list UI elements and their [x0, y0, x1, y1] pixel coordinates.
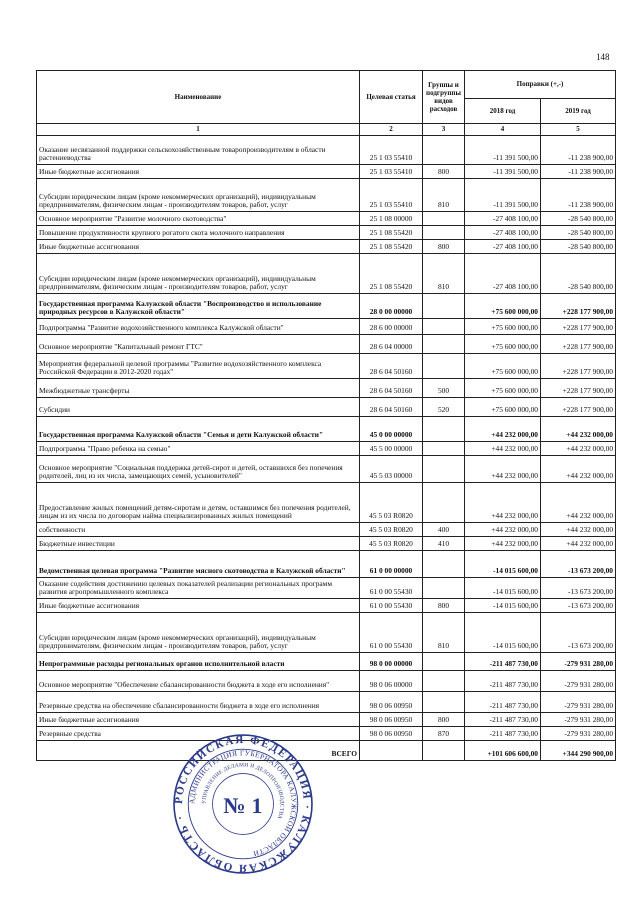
table-row: [37, 671, 616, 692]
table-row: [37, 179, 616, 212]
row-amount-2019: +44 232 000,00: [541, 456, 616, 483]
row-amount-2019: -13 673 200,00: [541, 613, 616, 653]
row-code: 98 0 06 00000: [360, 671, 423, 692]
table-row: [37, 537, 616, 551]
header-group: Группы и подгруппы видов расходов: [423, 71, 465, 124]
row-amount-2018: -211 487 730,00: [465, 713, 541, 727]
row-group: 810: [423, 179, 465, 212]
row-code: 61 0 00 00000: [360, 551, 423, 578]
row-group: [423, 226, 465, 240]
row-amount-2018: -14 015 600,00: [465, 613, 541, 653]
row-code: 25 1 03 55410: [360, 165, 423, 179]
table-row: [37, 523, 616, 537]
row-name: собственности: [37, 523, 360, 537]
row-code: 25 1 03 55410: [360, 136, 423, 165]
row-name: Субсидии юридическим лицам (кроме некоммерческих организаций), индивидуальным предпринимателям, физическим лицам - производителям товаров, работ, услуг: [37, 179, 360, 212]
row-amount-2018: -27 408 100,00: [465, 212, 541, 226]
row-amount-2018: +44 232 000,00: [465, 417, 541, 442]
row-code: 28 6 04 50160: [360, 379, 423, 398]
row-amount-2019: +228 177 900,00: [541, 294, 616, 319]
row-group: 400: [423, 523, 465, 537]
row-code: 98 0 00 00000: [360, 653, 423, 671]
row-name: Подпрограмма "Развитие водохозяйственного комплекса Калужской области": [37, 319, 360, 335]
header-amendments: Поправки (+,-): [465, 71, 616, 99]
header-year-2018: 2018 год: [465, 98, 541, 123]
row-group: [423, 551, 465, 578]
header-name: Наименование: [37, 71, 360, 124]
row-group: 810: [423, 613, 465, 653]
row-amount-2019: +44 232 000,00: [541, 537, 616, 551]
row-name: Оказание несвязанной поддержки сельскохозяйственным товаропроизводителям в области растениеводства: [37, 136, 360, 165]
row-group: 800: [423, 240, 465, 254]
total-2018: +101 606 600,00: [465, 741, 541, 761]
row-code: 25 1 08 55420: [360, 240, 423, 254]
row-amount-2018: -14 015 600,00: [465, 578, 541, 599]
row-amount-2019: +44 232 000,00: [541, 417, 616, 442]
row-group: [423, 692, 465, 713]
row-amount-2019: +228 177 900,00: [541, 354, 616, 379]
row-amount-2018: -14 015 600,00: [465, 599, 541, 613]
row-name: Предоставление жилых помещений детям-сиротам и детям, оставшимся без попечения родителей, лицам из их числа по договорам найма специализированных жилых помещений: [37, 483, 360, 523]
row-group: [423, 442, 465, 456]
row-group: 800: [423, 165, 465, 179]
table-row: [37, 483, 616, 523]
row-code: 25 1 08 55420: [360, 226, 423, 240]
row-code: 28 6 04 50160: [360, 354, 423, 379]
row-amount-2019: +44 232 000,00: [541, 442, 616, 456]
row-amount-2018: +44 232 000,00: [465, 523, 541, 537]
row-code: 28 6 00 00000: [360, 319, 423, 335]
row-amount-2018: +75 600 000,00: [465, 294, 541, 319]
row-group: [423, 335, 465, 354]
table-row: [37, 417, 616, 442]
row-name: Основное мероприятие "Развитие молочного скотоводства": [37, 212, 360, 226]
row-code: 45 5 00 00000: [360, 442, 423, 456]
row-code: 61 0 00 55430: [360, 599, 423, 613]
row-group: [423, 212, 465, 226]
row-amount-2019: -279 931 280,00: [541, 671, 616, 692]
page-number: 148: [596, 52, 610, 62]
row-amount-2018: -211 487 730,00: [465, 671, 541, 692]
row-name: Межбюджетные трансферты: [37, 379, 360, 398]
row-group: [423, 456, 465, 483]
table-row: [37, 551, 616, 578]
table-row: [37, 379, 616, 398]
row-amount-2019: -11 238 900,00: [541, 136, 616, 165]
row-name: Основное мероприятие "Обеспечение сбалансированности бюджета в ходе его исполнения": [37, 671, 360, 692]
row-amount-2019: -279 931 280,00: [541, 727, 616, 741]
row-amount-2018: +44 232 000,00: [465, 483, 541, 523]
row-amount-2018: +44 232 000,00: [465, 456, 541, 483]
row-group: [423, 136, 465, 165]
row-name: Субсидии юридическим лицам (кроме некоммерческих организаций), индивидуальным предпринимателям, физическим лицам - производителям товаров, работ, услуг: [37, 254, 360, 294]
row-group: 520: [423, 398, 465, 417]
table-row: [37, 254, 616, 294]
row-amount-2019: -13 673 200,00: [541, 578, 616, 599]
row-code: 98 0 06 00950: [360, 713, 423, 727]
table-row: [37, 398, 616, 417]
total-code-cell: [360, 741, 423, 761]
row-name: Повышение продуктивности крупного рогатого скота молочного направления: [37, 226, 360, 240]
table-row: [37, 226, 616, 240]
seal-number: № 1: [223, 793, 263, 819]
row-group: 410: [423, 537, 465, 551]
row-code: 45 0 00 00000: [360, 417, 423, 442]
row-amount-2018: -211 487 730,00: [465, 653, 541, 671]
table-row: [37, 354, 616, 379]
row-group: [423, 483, 465, 523]
row-code: 45 5 03 R0820: [360, 537, 423, 551]
row-amount-2018: -14 015 600,00: [465, 551, 541, 578]
row-amount-2018: +75 600 000,00: [465, 335, 541, 354]
row-amount-2018: -27 408 100,00: [465, 254, 541, 294]
table-row: [37, 653, 616, 671]
row-name: Подпрограмма "Право ребенка на семью": [37, 442, 360, 456]
table-row: [37, 613, 616, 653]
row-amount-2018: +75 600 000,00: [465, 379, 541, 398]
row-name: Государственная программа Калужской области "Семья и дети Калужской области": [37, 417, 360, 442]
row-group: 800: [423, 599, 465, 613]
table-row: [37, 136, 616, 165]
column-number-row: [37, 124, 616, 136]
table-row: [37, 713, 616, 727]
row-group: 810: [423, 254, 465, 294]
table-row: [37, 335, 616, 354]
column-number: 4: [465, 124, 541, 136]
row-amount-2018: -27 408 100,00: [465, 226, 541, 240]
seal-outer-text: РОССИЙСКАЯ ФЕДЕРАЦИЯ · КАЛУЖСКАЯ ОБЛАСТЬ ·: [173, 733, 313, 874]
row-group: [423, 671, 465, 692]
row-group: [423, 319, 465, 335]
row-name: Непрограммные расходы региональных органов исполнительной власти: [37, 653, 360, 671]
row-code: 28 6 04 50160: [360, 398, 423, 417]
row-code: 25 1 08 00000: [360, 212, 423, 226]
row-amount-2019: -13 673 200,00: [541, 551, 616, 578]
row-group: 870: [423, 727, 465, 741]
row-name: Субсидии: [37, 398, 360, 417]
row-group: 500: [423, 379, 465, 398]
row-name: Ведомственная целевая программа "Развитие мясного скотоводства в Калужской области": [37, 551, 360, 578]
row-amount-2018: -11 391 500,00: [465, 165, 541, 179]
row-amount-2019: -28 540 800,00: [541, 212, 616, 226]
column-number: 3: [423, 124, 465, 136]
row-code: 61 0 00 55430: [360, 578, 423, 599]
row-amount-2019: -279 931 280,00: [541, 653, 616, 671]
row-amount-2019: +228 177 900,00: [541, 398, 616, 417]
row-amount-2018: +75 600 000,00: [465, 319, 541, 335]
row-amount-2018: +44 232 000,00: [465, 537, 541, 551]
seal-inner-text: УПРАВЛЕНИЕ ДЕЛАМИ И ДЕЛОПРОИЗВОДСТВА: [201, 762, 285, 820]
row-code: 45 5 03 R0820: [360, 523, 423, 537]
row-amount-2018: -11 391 500,00: [465, 179, 541, 212]
row-code: 28 0 00 00000: [360, 294, 423, 319]
row-amount-2018: -27 408 100,00: [465, 240, 541, 254]
row-name: Основное мероприятие "Капитальный ремонт ГТС": [37, 335, 360, 354]
table-row: [37, 442, 616, 456]
table-row: [37, 294, 616, 319]
column-number: 5: [541, 124, 616, 136]
row-name: Резервные средства: [37, 727, 360, 741]
row-code: 45 5 03 R0820: [360, 483, 423, 523]
row-code: 45 5 03 00000: [360, 456, 423, 483]
row-code: 98 0 06 00950: [360, 692, 423, 713]
table-row: [37, 319, 616, 335]
row-group: [423, 417, 465, 442]
row-amount-2019: -11 238 900,00: [541, 179, 616, 212]
row-group: [423, 578, 465, 599]
column-number: 1: [37, 124, 360, 136]
seal-middle-text: АДМИНИСТРАЦИЯ ГУБЕРНАТОРА КАЛУЖСКОЙ ОБЛАСТИ: [187, 748, 299, 859]
table-row: [37, 578, 616, 599]
row-amount-2018: -211 487 730,00: [465, 727, 541, 741]
table-row: [37, 727, 616, 741]
row-amount-2019: -28 540 800,00: [541, 226, 616, 240]
table-row: [37, 456, 616, 483]
total-2019: +344 290 900,00: [541, 741, 616, 761]
row-code: 61 0 00 55430: [360, 613, 423, 653]
row-amount-2019: +228 177 900,00: [541, 379, 616, 398]
total-row: [37, 741, 616, 761]
row-group: [423, 653, 465, 671]
row-amount-2019: -279 931 280,00: [541, 713, 616, 727]
header-code: Целевая статья: [360, 71, 423, 124]
row-amount-2018: +44 232 000,00: [465, 442, 541, 456]
row-amount-2018: +75 600 000,00: [465, 398, 541, 417]
row-group: 800: [423, 713, 465, 727]
table-row: [37, 692, 616, 713]
row-amount-2019: +228 177 900,00: [541, 319, 616, 335]
row-amount-2018: +75 600 000,00: [465, 354, 541, 379]
table-row: [37, 240, 616, 254]
total-group-cell: [423, 741, 465, 761]
row-name: Иные бюджетные ассигнования: [37, 713, 360, 727]
table-row: [37, 165, 616, 179]
row-name: Оказание содействия достижению целевых показателей реализации региональных программ развития агропромышленного комплекса: [37, 578, 360, 599]
row-name: Бюджетные инвестиции: [37, 537, 360, 551]
row-group: [423, 354, 465, 379]
row-name: Субсидии юридическим лицам (кроме некоммерческих организаций), индивидуальным предпринимателям, физическим лицам - производителям товаров, работ, услуг: [37, 613, 360, 653]
row-code: 25 1 03 55410: [360, 179, 423, 212]
row-amount-2019: -13 673 200,00: [541, 599, 616, 613]
row-name: Основное мероприятие "Социальная поддержка детей-сирот и детей, оставшихся без попечения родителей, лиц из их числа, замещающих семей, усыновителей": [37, 456, 360, 483]
row-group: [423, 294, 465, 319]
row-code: 25 1 08 55420: [360, 254, 423, 294]
row-amount-2018: -11 391 500,00: [465, 136, 541, 165]
row-amount-2018: -211 487 730,00: [465, 692, 541, 713]
row-amount-2019: -279 931 280,00: [541, 692, 616, 713]
row-code: 28 6 04 00000: [360, 335, 423, 354]
row-name: Иные бюджетные ассигнования: [37, 599, 360, 613]
total-label: ВСЕГО: [37, 741, 360, 761]
row-name: Иные бюджетные ассигнования: [37, 165, 360, 179]
row-amount-2019: -28 540 800,00: [541, 240, 616, 254]
row-name: Государственная программа Калужской области "Воспроизводство и использование природных ресурсов в Калужской области": [37, 294, 360, 319]
row-name: Иные бюджетные ассигнования: [37, 240, 360, 254]
table-body: [37, 136, 616, 741]
row-name: Резервные средства на обеспечение сбалансированности бюджета в ходе его исполнения: [37, 692, 360, 713]
row-amount-2019: +44 232 000,00: [541, 523, 616, 537]
row-amount-2019: +228 177 900,00: [541, 335, 616, 354]
column-number: 2: [360, 124, 423, 136]
table-row: [37, 212, 616, 226]
official-seal: [172, 733, 314, 875]
table-row: [37, 599, 616, 613]
row-name: Мероприятия федеральной целевой программы "Развитие водохозяйственного комплекса Российской Федерации в 2012-2020 годах": [37, 354, 360, 379]
row-amount-2019: +44 232 000,00: [541, 483, 616, 523]
header-year-2019: 2019 год: [541, 98, 616, 123]
row-code: 98 0 06 00950: [360, 727, 423, 741]
row-amount-2019: -28 540 800,00: [541, 254, 616, 294]
budget-amendments-table: [36, 70, 616, 761]
row-amount-2019: -11 238 900,00: [541, 165, 616, 179]
